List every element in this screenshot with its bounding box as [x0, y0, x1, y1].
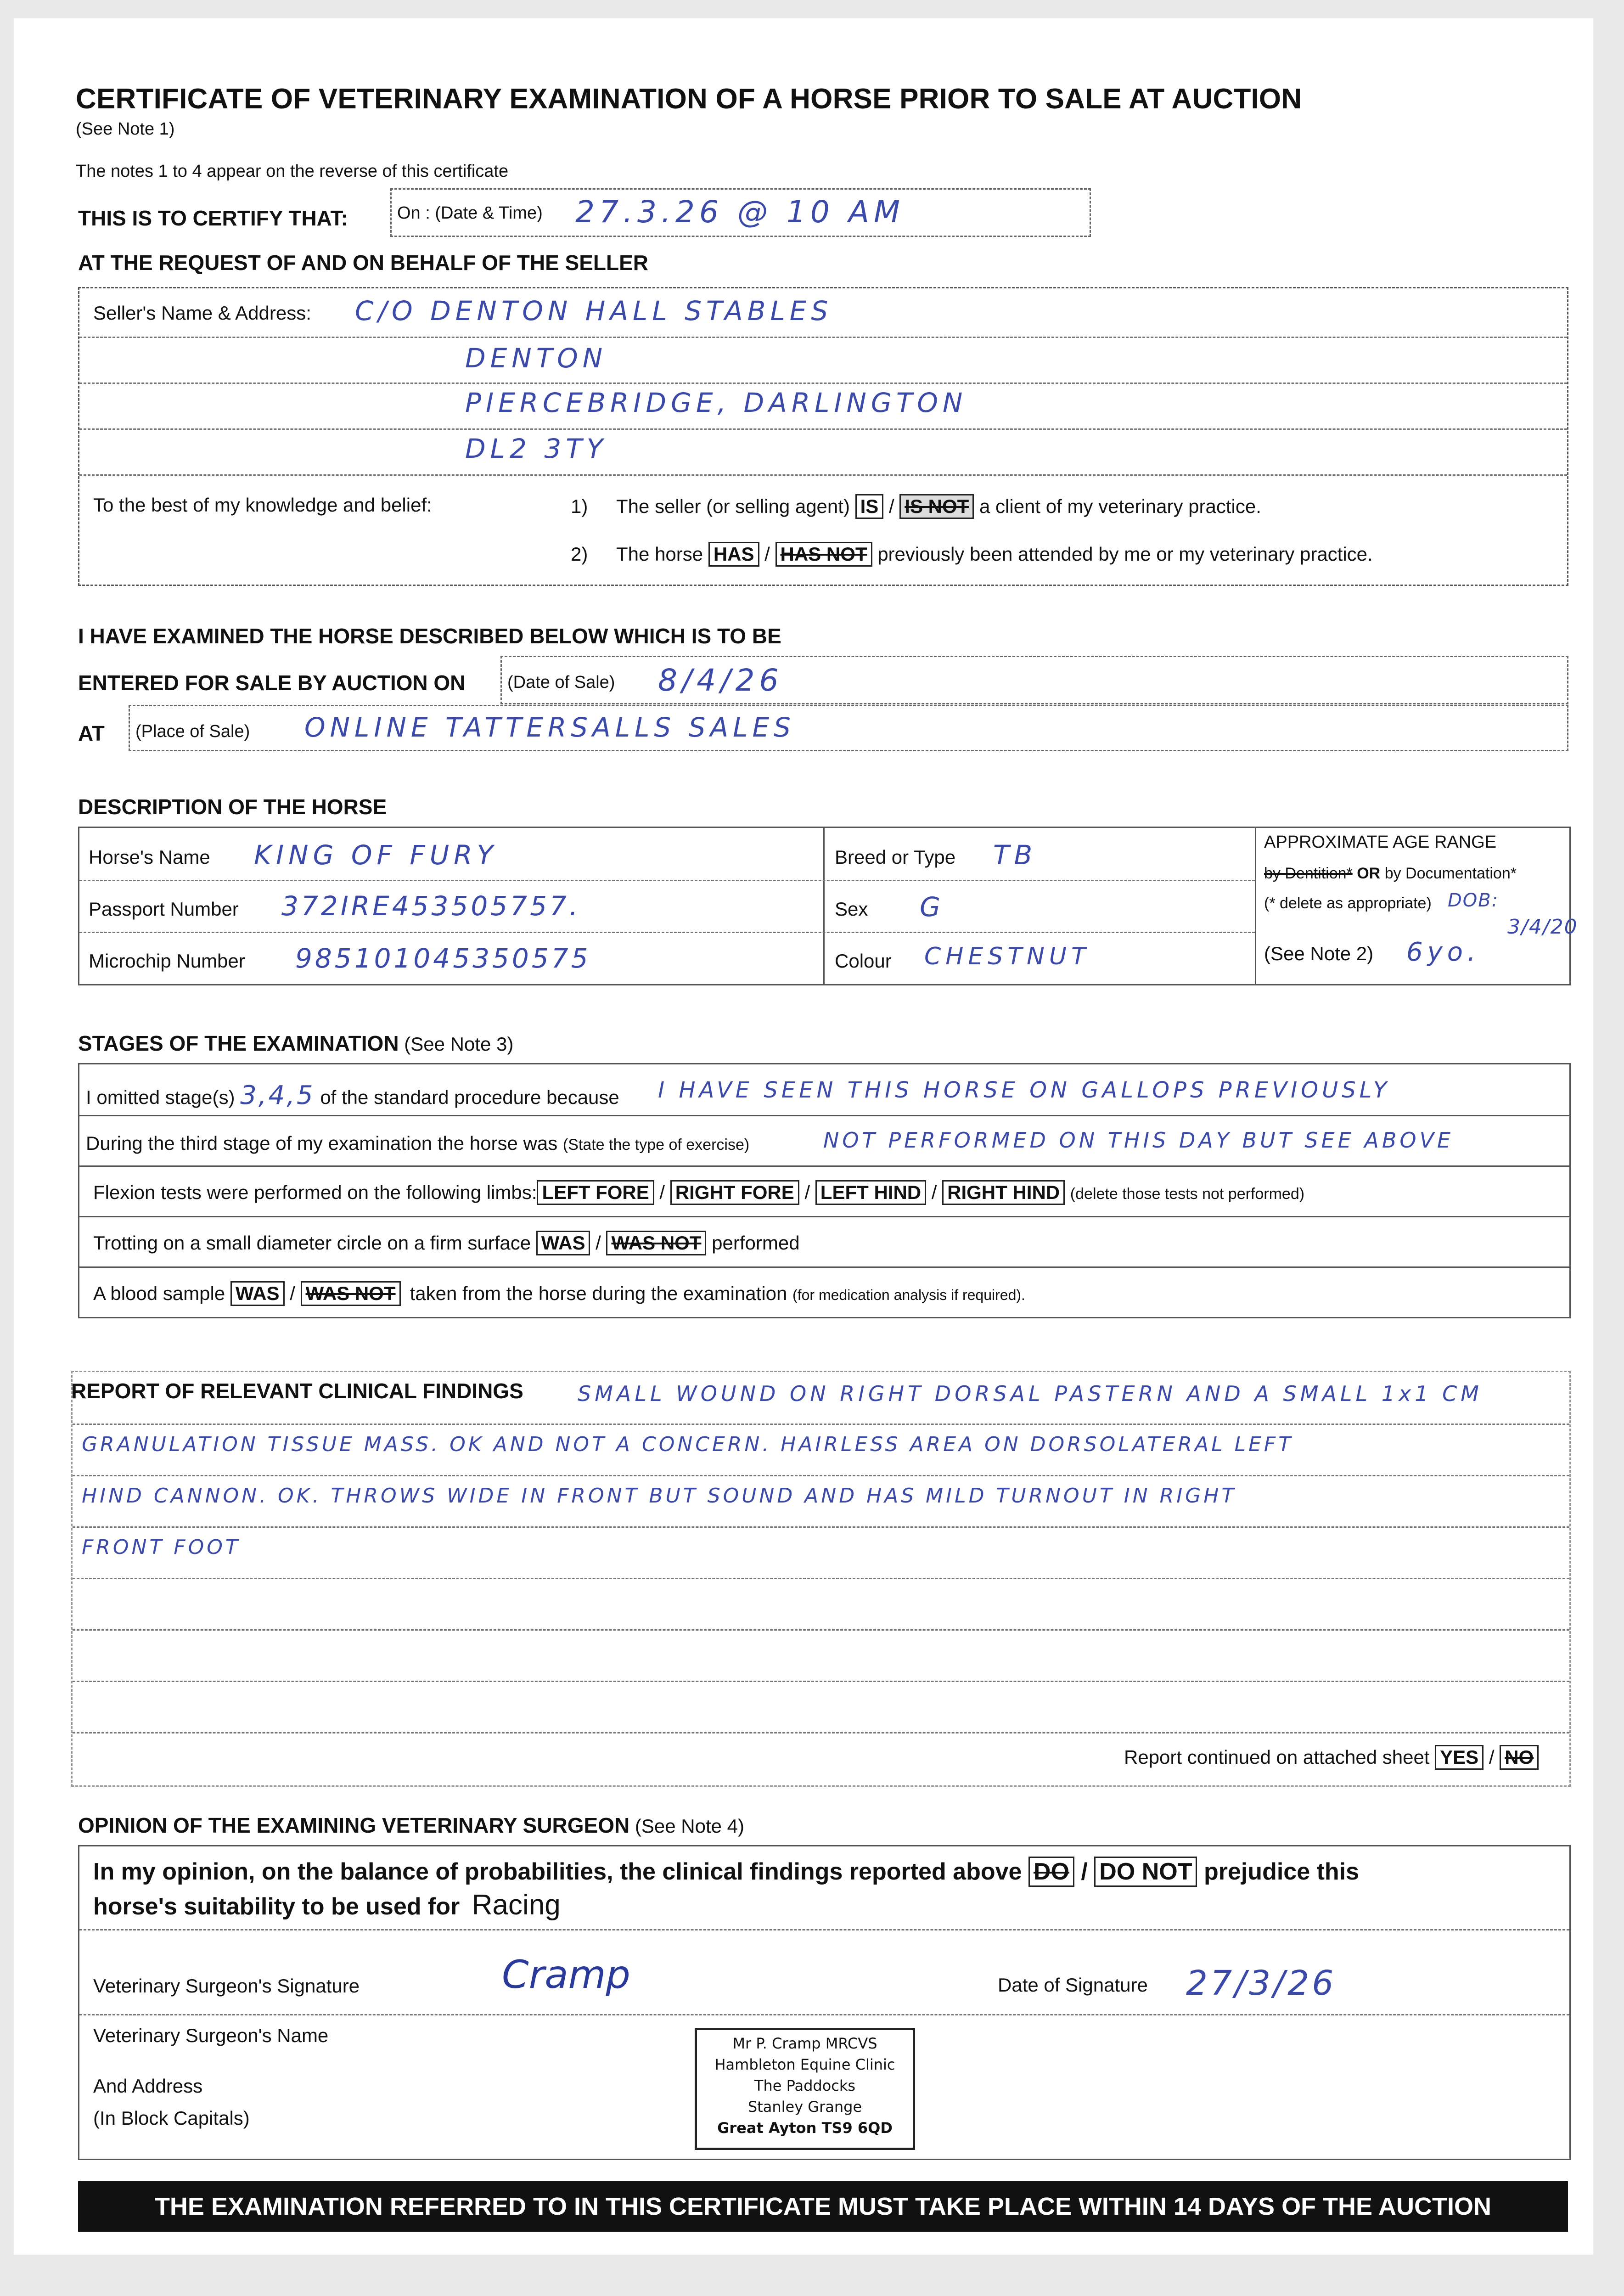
third-stage-note: (State the type of exercise) [562, 1136, 750, 1154]
omitted-stages-row [86, 1080, 619, 1110]
vet-caps-label: (In Block Capitals) [93, 2107, 250, 2129]
report-continued-label: Report continued on attached sheet [1124, 1746, 1430, 1768]
flexion-row: Flexion tests were performed on the following limbs: LEFT FORE / RIGHT FORE / LEFT HIND / RIGHT HIND (delete those tests not performed) [93, 1180, 1304, 1205]
opinion-text-b: prejudice this [1203, 1858, 1360, 1885]
description-table [78, 827, 1578, 985]
at-label: AT [78, 721, 105, 745]
omitted-label-b: of the standard procedure because [320, 1086, 619, 1108]
q1-is-option[interactable]: IS [855, 494, 884, 519]
age-value[interactable]: 6yo. [1406, 937, 1480, 967]
blood-was-option[interactable]: WAS [230, 1281, 285, 1306]
omitted-stages-value[interactable]: 3,4,5 [240, 1080, 315, 1110]
seller-box [78, 287, 1568, 586]
trotting-was-not-option[interactable]: WAS NOT [606, 1231, 706, 1255]
date-of-signature-label: Date of Signature [998, 1974, 1148, 1996]
microchip-label: Microchip Number [89, 950, 245, 972]
age-delete-note: (* delete as appropriate) [1264, 895, 1432, 912]
blood-note: (for medication analysis if required). [792, 1287, 1025, 1303]
report-text-3[interactable]: HIND CANNON. OK. THROWS WIDE IN FRONT BUT SOUND AND HAS MILD TURNOUT IN RIGHT [82, 1484, 1237, 1508]
report-continued: Report continued on attached sheet YES / NO [1124, 1745, 1539, 1770]
omitted-reason-value[interactable]: I HAVE SEEN THIS HORSE ON GALLOPS PREVIOUSLY [658, 1077, 1391, 1103]
q2-number: 2) [571, 543, 588, 565]
description-heading: DESCRIPTION OF THE HORSE [78, 795, 387, 819]
stamp-line-1: Mr P. Cramp MRCVS [732, 2035, 877, 2052]
q2-text-a: The horse [616, 543, 703, 565]
report-continued-no[interactable]: NO [1500, 1745, 1539, 1770]
dob-value[interactable]: 3/4/20 [1507, 915, 1578, 939]
flexion-left-hind[interactable]: LEFT HIND [815, 1180, 926, 1205]
q1-is-not-option[interactable]: IS NOT [899, 494, 974, 519]
report-line-4 [73, 1578, 1569, 1579]
auction-heading: ENTERED FOR SALE BY AUCTION ON [78, 671, 466, 695]
date-time-label: On : (Date & Time) [397, 203, 543, 223]
flexion-left-fore[interactable]: LEFT FORE [537, 1180, 654, 1205]
report-box [71, 1371, 1571, 1787]
report-continued-yes[interactable]: YES [1435, 1745, 1484, 1770]
stamp-line-5: Great Ayton TS9 6QD [717, 2119, 893, 2137]
intended-use-value[interactable]: Racing [472, 1889, 561, 1921]
report-line-7 [73, 1732, 1569, 1733]
opinion-text-c: horse's suitability to be used for [93, 1893, 460, 1920]
signature-value[interactable]: Cramp [502, 1952, 630, 1997]
opinion-text-a: In my opinion, on the balance of probabilities, the clinical findings reported above [93, 1858, 1022, 1885]
stages-row-line-2 [79, 1165, 1569, 1167]
sale-place-box [129, 705, 1568, 751]
report-heading: REPORT OF RELEVANT CLINICAL FINDINGS [71, 1379, 523, 1403]
opinion-heading [78, 1813, 744, 1838]
third-stage-row [86, 1132, 749, 1154]
sale-date-label: (Date of Sale) [507, 673, 615, 692]
age-method [1264, 865, 1517, 883]
blood-label: A blood sample [93, 1283, 225, 1304]
age-see-note: (See Note 2) [1264, 943, 1374, 964]
report-line-3 [73, 1526, 1569, 1528]
opinion-text-line-1: In my opinion, on the balance of probabilities, the clinical findings reported above DO / DO NOT prejudice this [93, 1857, 1359, 1887]
examined-heading: I HAVE EXAMINED THE HORSE DESCRIBED BELOW WHICH IS TO BE [78, 624, 781, 648]
question-2: 2) The horse HAS / HAS NOT previously been attended by me or my veterinary practice. [571, 542, 1373, 567]
stages-row-line-1 [79, 1115, 1569, 1116]
report-line-5 [73, 1629, 1569, 1631]
footer-banner: THE EXAMINATION REFERRED TO IN THIS CERTIFICATE MUST TAKE PLACE WITHIN 14 DAYS OF THE AUCTION [78, 2181, 1568, 2232]
question-1: 1) The seller (or selling agent) IS / IS NOT a client of my veterinary practice. [571, 494, 1261, 519]
stages-heading [78, 1031, 513, 1056]
q1-text-a: The seller (or selling agent) [616, 495, 850, 517]
trotting-performed: performed [712, 1232, 800, 1254]
opinion-box [78, 1845, 1571, 2160]
age-dentition-option[interactable]: by Dentition* [1264, 865, 1353, 882]
omitted-label-a: I omitted stage(s) [86, 1086, 235, 1108]
opinion-divider-2 [79, 2014, 1569, 2015]
sale-place-value[interactable]: ONLINE TATTERSALLS SALES [304, 712, 795, 743]
trotting-row: Trotting on a small diameter circle on a firm surface WAS / WAS NOT performed [93, 1231, 800, 1255]
microchip-value[interactable]: 985101045350575 [295, 943, 591, 974]
flexion-right-fore[interactable]: RIGHT FORE [670, 1180, 799, 1205]
q2-text-b: previously been attended by me or my veterinary practice. [877, 543, 1373, 565]
date-time-value[interactable]: 27.3.26 @ 10 AM [575, 194, 905, 230]
horse-name-label: Horse's Name [89, 846, 210, 868]
description-divider-2 [1255, 828, 1256, 984]
blood-was-not-option[interactable]: WAS NOT [301, 1281, 401, 1306]
opinion-heading-text: OPINION OF THE EXAMINING VETERINARY SURGEON [78, 1813, 630, 1837]
opinion-text-line-2 [93, 1889, 561, 1921]
stages-heading-text: STAGES OF THE EXAMINATION [78, 1031, 399, 1055]
report-text-2[interactable]: GRANULATION TISSUE MASS. OK AND NOT A CONCERN. HAIRLESS AREA ON DORSOLATERAL LEFT [82, 1433, 1294, 1456]
signature-label: Veterinary Surgeon's Signature [93, 1975, 360, 1997]
seller-line-3[interactable]: PIERCEBRIDGE, DARLINGTON [465, 387, 967, 418]
horse-name-value[interactable]: KING OF FURY [254, 839, 498, 871]
report-text-4[interactable]: FRONT FOOT [82, 1536, 241, 1559]
seller-request-heading: AT THE REQUEST OF AND ON BEHALF OF THE SELLER [78, 251, 648, 275]
stamp-line-2: Hambleton Equine Clinic [714, 2056, 895, 2073]
trotting-was-option[interactable]: WAS [536, 1231, 590, 1255]
vet-address-label: And Address [93, 2075, 203, 2097]
stages-table [78, 1063, 1571, 1318]
sale-date-box [500, 656, 1568, 704]
stages-row-line-4 [79, 1266, 1569, 1268]
date-time-box [390, 188, 1091, 237]
passport-value[interactable]: 372IRE453505757. [281, 890, 581, 922]
certificate-sheet [14, 18, 1593, 2255]
flexion-note: (delete those tests not performed) [1070, 1185, 1305, 1203]
colour-value[interactable]: CHESTNUT [924, 943, 1090, 970]
q2-has-not-option[interactable]: HAS NOT [775, 542, 872, 567]
vet-name-label: Veterinary Surgeon's Name [93, 2025, 329, 2046]
sale-place-label: (Place of Sale) [135, 722, 250, 741]
seller-line-4[interactable]: DL2 3TY [465, 433, 608, 464]
sex-label: Sex [835, 898, 868, 920]
passport-label: Passport Number [89, 898, 239, 920]
flexion-label: Flexion tests were performed on the following limbs: [93, 1182, 537, 1203]
opinion-do-option[interactable]: DO [1028, 1857, 1074, 1887]
stages-row-line-3 [79, 1216, 1569, 1217]
q2-has-option[interactable]: HAS [708, 542, 759, 567]
opinion-divider-1 [79, 1929, 1569, 1930]
seller-divider-1 [79, 337, 1567, 338]
third-stage-label: During the third stage of my examination the horse was [86, 1132, 558, 1154]
seller-line-2[interactable]: DENTON [465, 343, 607, 374]
certificate-title: CERTIFICATE OF VETERINARY EXAMINATION OF A HORSE PRIOR TO SALE AT AUCTION [76, 83, 1302, 115]
seller-divider-3 [79, 428, 1567, 430]
certify-label: THIS IS TO CERTIFY THAT: [78, 206, 348, 230]
seller-divider-4 [79, 474, 1567, 476]
description-row-line-1 [79, 880, 1255, 881]
q1-number: 1) [571, 495, 588, 517]
seller-divider-2 [79, 383, 1567, 384]
knowledge-label: To the best of my knowledge and belief: [93, 494, 432, 516]
report-line-1 [73, 1424, 1569, 1425]
report-line-6 [73, 1681, 1569, 1682]
trotting-label: Trotting on a small diameter circle on a firm surface [93, 1232, 531, 1254]
report-line-2 [73, 1475, 1569, 1476]
notes-line: The notes 1 to 4 appear on the reverse of this certificate [76, 162, 509, 181]
see-note-1: (See Note 1) [76, 119, 175, 139]
vet-practice-stamp [695, 2028, 915, 2150]
seller-line-1[interactable]: C/O DENTON HALL STABLES [355, 295, 833, 326]
age-or: OR [1357, 865, 1381, 882]
stamp-line-4: Stanley Grange [747, 2098, 862, 2116]
third-stage-value[interactable]: NOT PERFORMED ON THIS DAY BUT SEE ABOVE [823, 1128, 1454, 1153]
date-of-signature-value[interactable]: 27/3/26 [1186, 1964, 1337, 2003]
opinion-do-not-option[interactable]: DO NOT [1094, 1857, 1197, 1887]
description-divider-1 [823, 828, 825, 984]
report-text-1[interactable]: SMALL WOUND ON RIGHT DORSAL PASTERN AND A SMALL 1x1 CM [578, 1381, 1483, 1406]
sale-date-value[interactable]: 8/4/26 [658, 663, 783, 698]
seller-label: Seller's Name & Address: [93, 302, 311, 324]
colour-label: Colour [835, 950, 892, 972]
blood-label-b: taken from the horse during the examination [410, 1283, 787, 1304]
flexion-right-hind[interactable]: RIGHT HIND [942, 1180, 1065, 1205]
opinion-heading-note: (See Note 4) [635, 1815, 745, 1837]
stamp-line-3: The Paddocks [754, 2077, 856, 2094]
q1-text-b: a client of my veterinary practice. [979, 495, 1261, 517]
breed-label: Breed or Type [835, 846, 956, 868]
description-row-line-2 [79, 932, 1255, 933]
blood-sample-row: A blood sample WAS / WAS NOT taken from the horse during the examination (for medication analysis if required). [93, 1281, 1025, 1306]
stages-heading-note: (See Note 3) [404, 1033, 514, 1055]
breed-value[interactable]: TB [993, 839, 1037, 871]
sex-value[interactable]: G [920, 891, 945, 923]
dob-label: DOB: [1448, 890, 1499, 911]
age-documentation-option[interactable]: by Documentation* [1384, 865, 1517, 882]
age-heading: APPROXIMATE AGE RANGE [1264, 833, 1497, 852]
